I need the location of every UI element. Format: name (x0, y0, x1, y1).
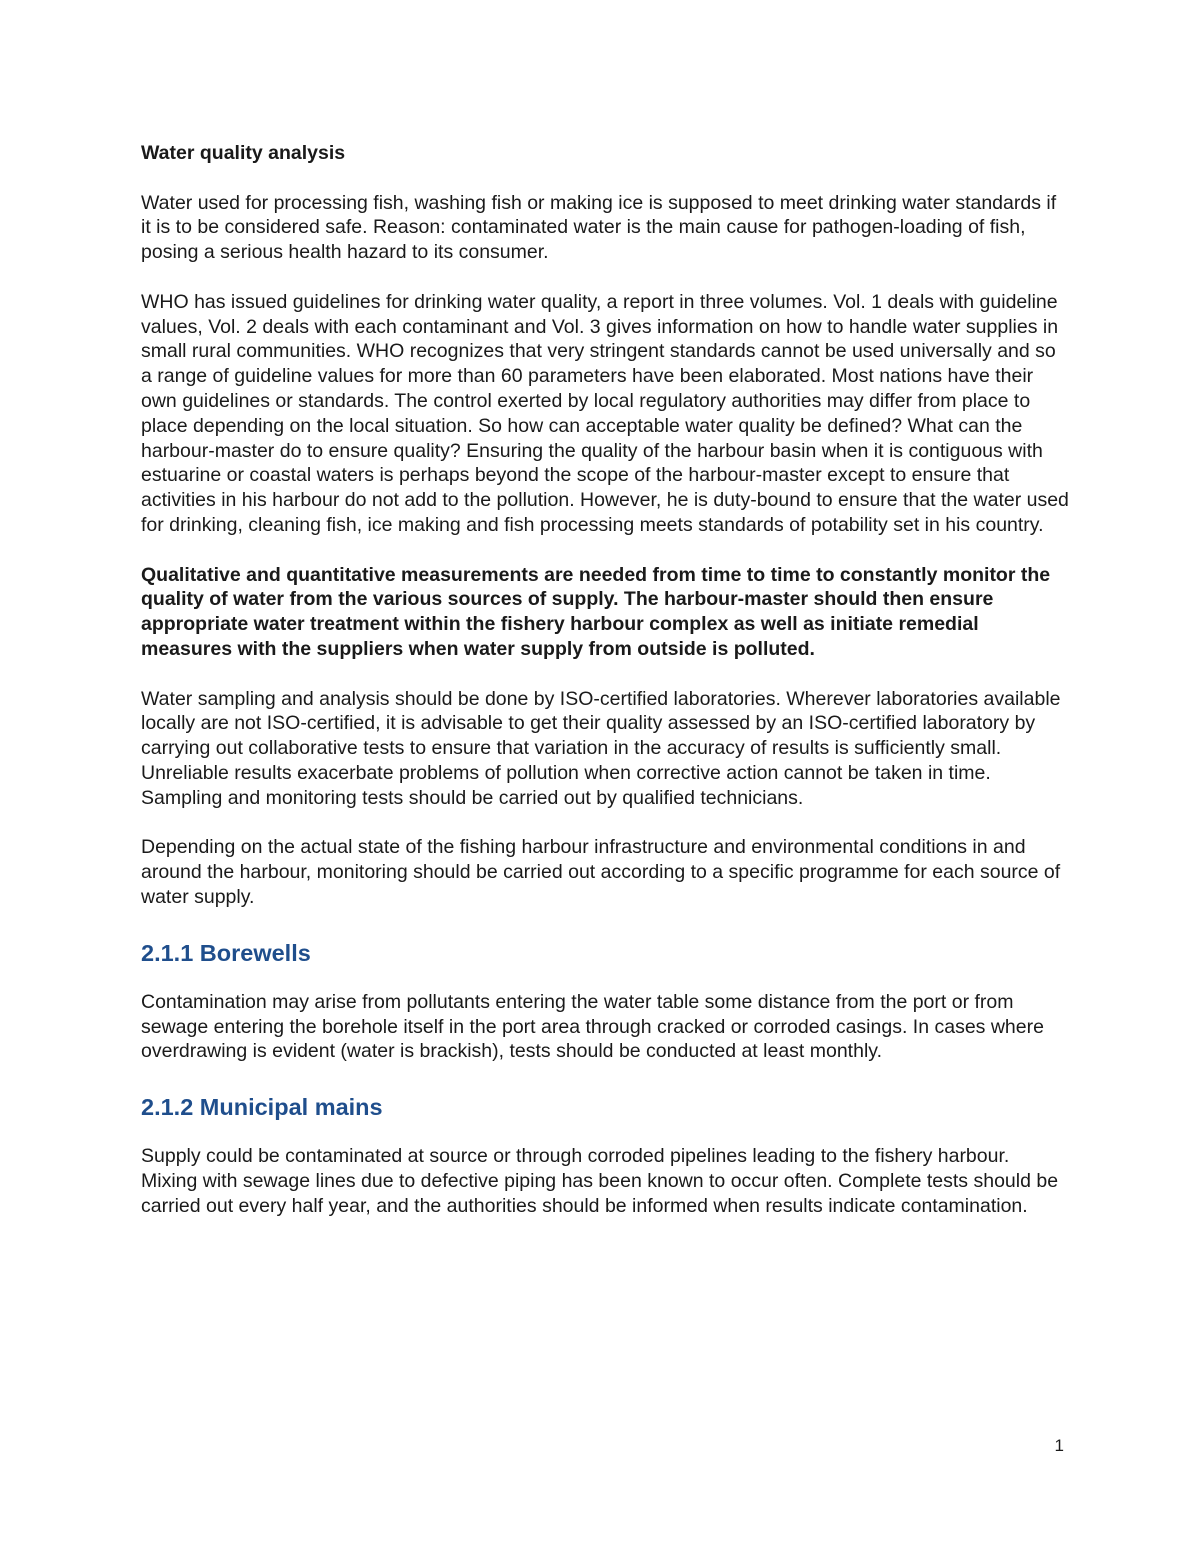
document-body (141, 141, 1071, 1243)
paragraph-intro: Water used for processing fish, washing fish or making ice is supposed to meet drinking water standards if it is to be considered safe. Reason: contaminated water is the main cause for pathogen-loading of fish, posing a serious health hazard to its consumer. (141, 191, 1057, 264)
paragraph-monitoring: Depending on the actual state of the fishing harbour infrastructure and environmental conditions in and around the harbour, monitoring should be carried out according to a specific programme for each source of water supply. (141, 836, 1061, 908)
paragraph-measurements-emphasis: Qualitative and quantitative measurements are needed from time to time to constantly monitor the quality of water from the various sources of supply. The harbour-master should then ensure appropriate water treatment within the fishery harbour complex as well as initiate remedial measures with the suppliers when water supply from outside is polluted. (141, 563, 1051, 660)
section-body-borewells: Contamination may arise from pollutants entering the water table some distance from the port or from sewage entering the borehole itself in the port area through cracked or corroded casings. In cases where overdrawing is evident (water is brackish), tests should be conducted at least monthly. (141, 990, 1044, 1063)
document-title: Water quality analysis (141, 142, 346, 164)
section-heading-municipal-mains: 2.1.2 Municipal mains (141, 1094, 383, 1121)
page-number: 1 (1054, 1436, 1064, 1455)
section-body-municipal-mains: Supply could be contaminated at source or through corroded pipelines leading to the fishery harbour. Mixing with sewage lines due to defective piping has been known to occur often. Complete tests should be carried out every half year, and the authorities should be informed when results indicate contamination. (141, 1145, 1059, 1217)
section-heading-borewells: 2.1.1 Borewells (141, 939, 311, 966)
paragraph-sampling: Water sampling and analysis should be done by ISO-certified laboratories. Wherever laboratories available locally are not ISO-certified, it is advisable to get their quality assessed by an ISO-certified laboratory by carrying out collaborative tests to ensure that variation in the accuracy of results is sufficiently small. Unreliable results exacerbate problems of pollution when corrective action cannot be taken in time. Sampling and monitoring tests should be carried out by qualified technicians. (141, 687, 1061, 809)
paragraph-who-guidelines: WHO has issued guidelines for drinking water quality, a report in three volumes. Vol. 1 deals with guideline values, Vol. 2 deals with each contaminant and Vol. 3 gives information on how to handle water supplies in small rural communities. WHO recognizes that very stringent standards cannot be used universally and so a range of guideline values for more than 60 parameters have been elaborated. Most nations have their own guidelines or standards. The control exerted by local regulatory authorities may differ from place to place depending on the local situation. So how can acceptable water quality be defined? What can the harbour-master do to ensure quality? Ensuring the quality of the harbour basin when it is contiguous with estuarine or coastal waters is perhaps beyond the scope of the harbour-master except to ensure that activities in his harbour do not add to the pollution. However, he is duty-bound to ensure that the water used for drinking, cleaning fish, ice making and fish processing meets standards of potability set in his country. (141, 290, 1069, 536)
